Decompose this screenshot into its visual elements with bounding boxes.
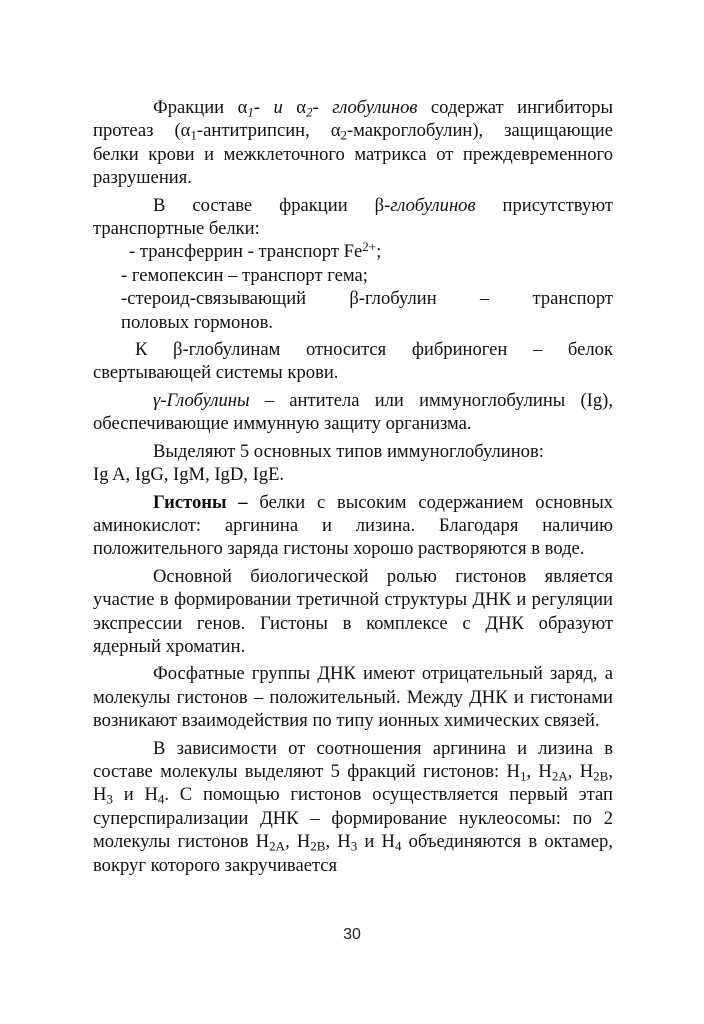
paragraph-beta-globulins: В составе фракции β-глобулинов присутствуют транспортные белки: [93, 194, 613, 240]
paragraph-histones: Гистоны – белки с высоким содержанием основных аминокислот: аргинина и лизина. Благодаря наличию положительного заряда гистоны хорошо растворяются в воде. [93, 491, 613, 560]
paragraph-phosphate-groups: Фосфатные группы ДНК имеют отрицательный заряд, а молекулы гистонов – положительный. Между ДНК и гистонами возникают взаимодействия по типу ионных химических связей. [93, 663, 613, 732]
list-item-steroid-binding-cont: половых гормонов. [121, 311, 274, 333]
page-body [93, 96, 613, 877]
page-number: 30 [343, 926, 361, 943]
list-item-steroid-binding: -стероид-связывающий β-глобулин – транспорт [121, 288, 613, 310]
list-item-transferrin: - трансферрин - транспорт $Fe^{2+}$; [129, 239, 382, 263]
paragraph-histone-fractions: В зависимости от соотношения аргинина и лизина в составе молекулы выделяют 5 фракций гистонов: $Н_1$, $Н_{2А}$, $Н_{2В}$, $Н_3$ и $Н_4$. С помощью гистонов осуществляется первый этап суперспирализации ДНК – формирование нуклеосомы: по 2 молекулы гистонов $Н_{2А}$, $Н_{2В}$, $Н_3$ и $Н_4$ объединяются в октамер, вокруг которого закручивается [93, 737, 613, 876]
paragraph-fibrinogen: К β-глобулинам относится фибриноген – белок свертывающей системы крови. [93, 339, 613, 384]
paragraph-histone-role: Основной биологической ролью гистонов является участие в формировании третичной структуры ДНК и регуляции экспрессии генов. Гистоны в комплексе с ДНК образуют ядерный хроматин. [93, 565, 613, 657]
paragraph-ig-list: Ig A, IgG, IgM, IgD, IgE. [93, 464, 285, 486]
paragraph-gamma-globulins: γ-Глобулины – антитела или иммуноглобулины (Ig), обеспечивающие иммунную защиту организма. [93, 389, 613, 435]
list-item-hemopexin: - гемопексин – транспорт гема; [121, 264, 368, 286]
paragraph-ig-types: Выделяют 5 основных типов иммуноглобулинов: [153, 440, 544, 462]
paragraph-alpha-globulins: Фракции $\alpha_1-$ и $\alpha_2-$ глобулинов содержат ингибиторы протеаз ($\alpha_1$-антитрипсин, $\alpha_2-макроглобулин$), защищающие белки крови и межклеточного матрикса от преждевременного разрушения. [93, 97, 613, 189]
